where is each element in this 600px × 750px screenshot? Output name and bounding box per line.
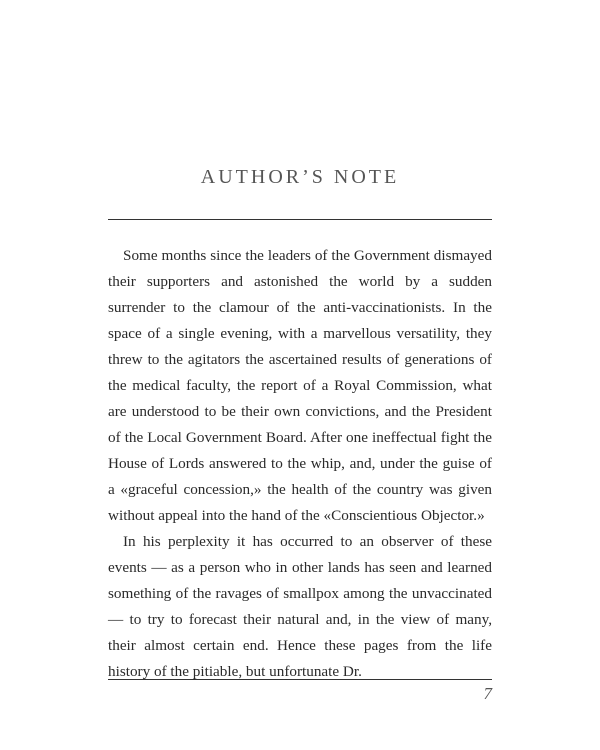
top-divider [108,219,492,220]
paragraph-1: Some months since the leaders of the Government dismayed their supporters and astonished the world by a sudden surrender to the clamour of the anti-vaccinationists. In the space of a single evening, with a marvellous versatility, they threw to the agitators the ascertained results of generations of the medical faculty, the report of a Royal Commission, what are understood to be their own convictions, and the President of the Local Government Board. After one ineffectual fight the House of Lords answered to the whip, and, under the guise of a «graceful concession,» the health of the country was given without appeal into the hand of the «Conscientious Objector.» [108,247,492,524]
bottom-divider [108,679,492,680]
page-number: 7 [483,684,492,703]
page-title: AUTHOR’S NOTE [200,166,400,188]
paragraph-2: In his perplexity it has occurred to an observer of these events — as a person who in other lands has seen and learned something of the ravages of smallpox among the unvaccinated — to try to forecast their natural and, in the view of many, their almost certain end. Hence these pages from the life history of the pitiable, but unfortunate Dr. [108,533,492,680]
body-text [108,243,492,685]
